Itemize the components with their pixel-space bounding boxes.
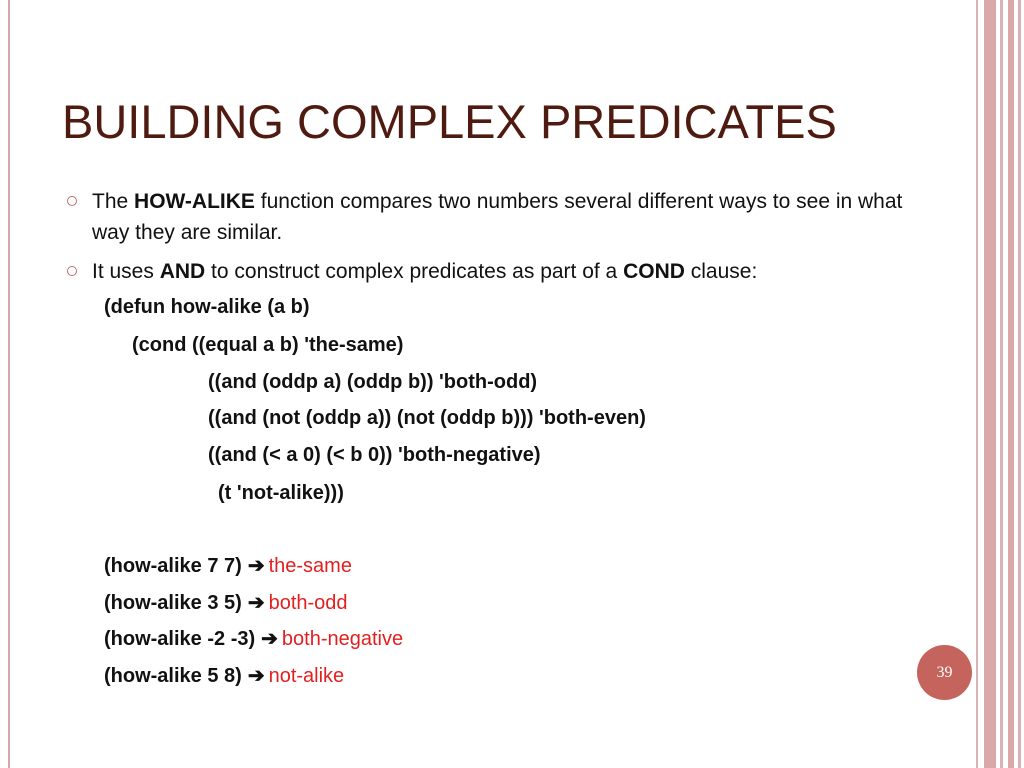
- code-line: (t 'not-alike))): [218, 482, 344, 504]
- bullet-2-bold2: COND: [623, 260, 685, 283]
- slide-title: BUILDING COMPLEX PREDICATES: [62, 95, 837, 148]
- example-line: [104, 590, 348, 616]
- bullet-2-post: clause:: [684, 260, 758, 283]
- arrow-right-icon: ➔: [247, 665, 265, 687]
- bullet-text-2: [92, 256, 922, 287]
- code-line: ((and (not (oddp a)) (not (oddp b))) 'both-even): [208, 407, 646, 429]
- example-call: (how-alike -2 -3): [104, 628, 256, 650]
- right-stripe-1: [976, 0, 978, 768]
- example-call: (how-alike 5 8): [104, 665, 242, 687]
- example-line: [104, 553, 352, 579]
- code-line: (defun how-alike (a b): [104, 296, 310, 318]
- bullet-circle-icon: [67, 196, 77, 206]
- bullet-1-bold: HOW-ALIKE: [134, 190, 255, 213]
- code-line: (cond ((equal a b) 'the-same): [132, 334, 404, 356]
- arrow-right-icon: ➔: [247, 555, 265, 577]
- code-line: ((and (< a 0) (< b 0)) 'both-negative): [208, 444, 541, 466]
- bullet-2-bold: AND: [159, 260, 206, 283]
- example-result: both-negative: [281, 628, 404, 650]
- right-stripe-4: [1008, 0, 1014, 768]
- right-stripe-5: [1018, 0, 1021, 768]
- bullet-circle-icon: [67, 266, 77, 276]
- arrow-right-icon: ➔: [247, 592, 265, 614]
- bullet-2-pre: It uses: [92, 260, 160, 283]
- example-result: both-odd: [268, 592, 348, 614]
- example-call: (how-alike 7 7): [104, 555, 242, 577]
- bullet-1-post: function compares two numbers several different ways to see in what way they are similar.: [92, 190, 903, 244]
- bullet-2-mid: to construct complex predicates as part of a: [205, 260, 624, 283]
- page-number-badge: 39: [917, 645, 972, 700]
- example-result: not-alike: [268, 665, 345, 687]
- example-result: the-same: [268, 555, 352, 577]
- left-border-line: [8, 0, 10, 768]
- example-line: [104, 663, 344, 689]
- bullet-1-pre: The: [92, 190, 135, 213]
- code-line: ((and (oddp a) (oddp b)) 'both-odd): [208, 371, 538, 393]
- example-line: [104, 626, 403, 652]
- example-call: (how-alike 3 5): [104, 592, 242, 614]
- bullet-text-1: [92, 186, 922, 248]
- right-stripe-3: [1000, 0, 1003, 768]
- arrow-right-icon: ➔: [261, 628, 278, 650]
- right-stripe-2: [984, 0, 996, 768]
